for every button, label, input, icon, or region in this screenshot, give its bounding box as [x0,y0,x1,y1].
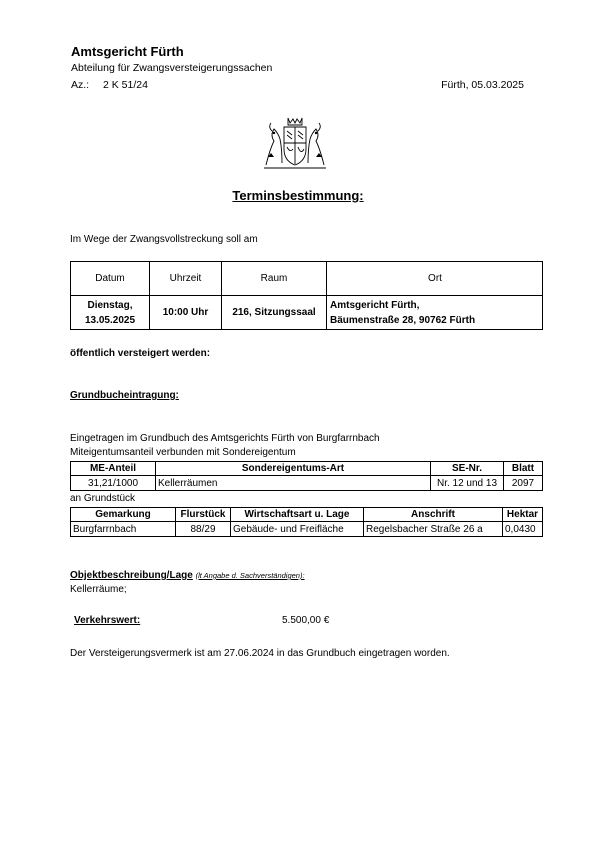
se-art: Kellerräumen [156,476,431,491]
header-wirtschaftsart: Wirtschaftsart u. Lage [231,508,364,522]
header-hektar: Hektar [503,508,543,522]
grundbuch-line1: Eingetragen im Grundbuch des Amtsgerichts Fürth von Burgfarrnbach [70,433,380,444]
header-anschrift: Anschrift [364,508,503,522]
termin-date-line2: 13.05.2025 [84,314,136,326]
termin-room: 216, Sitzungssaal [222,296,327,330]
hektar: 0,0430 [503,522,543,537]
miteigentum-table [70,461,543,491]
vermerk-text: Der Versteigerungsvermerk ist am 27.06.2024 in das Grundbuch eingetragen worden. [70,648,450,659]
objekt-heading: Objektbeschreibung/Lage [70,570,193,581]
az-value: 2 K 51/24 [103,79,148,91]
table-row [71,296,543,330]
az-label: Az.: [71,79,90,91]
termin-place [327,296,543,330]
header-datum: Datum [71,262,150,296]
department: Abteilung für Zwangsversteigerungssachen [71,62,273,74]
header-gemarkung: Gemarkung [71,508,176,522]
grundbuch-heading: Grundbucheintragung: [70,390,179,401]
place-date: Fürth, 05.03.2025 [441,79,524,91]
header-se-art: Sondereigentums-Art [156,462,431,476]
header-raum: Raum [222,262,327,296]
auction-text: öffentlich versteigert werden: [70,348,211,359]
document-title: Terminsbestimmung: [232,188,364,203]
termin-time: 10:00 Uhr [150,296,222,330]
table-row [71,476,543,491]
intro-text: Im Wege der Zwangsvollstreckung soll am [70,234,258,245]
termin-date [71,296,150,330]
flurstueck: 88/29 [176,522,231,537]
termin-place-line2: Bäumenstraße 28, 90762 Fürth [330,314,476,326]
grundstueck-table [70,507,543,537]
header-ort: Ort [327,262,543,296]
coat-of-arms-icon [262,113,328,171]
table-row [71,462,543,476]
header-blatt: Blatt [504,462,543,476]
an-grundstueck: an Grundstück [70,493,136,504]
objekt-heading-line [70,570,305,581]
header-uhrzeit: Uhrzeit [150,262,222,296]
grundbuch-line2: Miteigentumsanteil verbunden mit Sondereigentum [70,447,296,458]
verkehrswert-label: Verkehrswert: [74,615,141,626]
objekt-text: Kellerräume; [70,584,127,595]
blatt: 2097 [504,476,543,491]
table-row [71,262,543,296]
header-flurstueck: Flurstück [176,508,231,522]
verkehrswert-value: 5.500,00 € [282,615,330,626]
table-row [71,522,543,537]
termin-date-line1: Dienstag, [87,299,133,311]
anschrift: Regelsbacher Straße 26 a [364,522,503,537]
header-me-anteil: ME-Anteil [71,462,156,476]
me-anteil: 31,21/1000 [71,476,156,491]
gemarkung: Burgfarrnbach [71,522,176,537]
table-row [71,508,543,522]
court-name: Amtsgericht Fürth [71,44,184,59]
termin-place-line1: Amtsgericht Fürth, [330,299,420,311]
se-nr: Nr. 12 und 13 [431,476,504,491]
header-se-nr: SE-Nr. [431,462,504,476]
termin-table [70,261,543,330]
wirtschaftsart: Gebäude- und Freifläche [231,522,364,537]
objekt-note: (lt Angabe d. Sachverständigen): [195,571,305,580]
